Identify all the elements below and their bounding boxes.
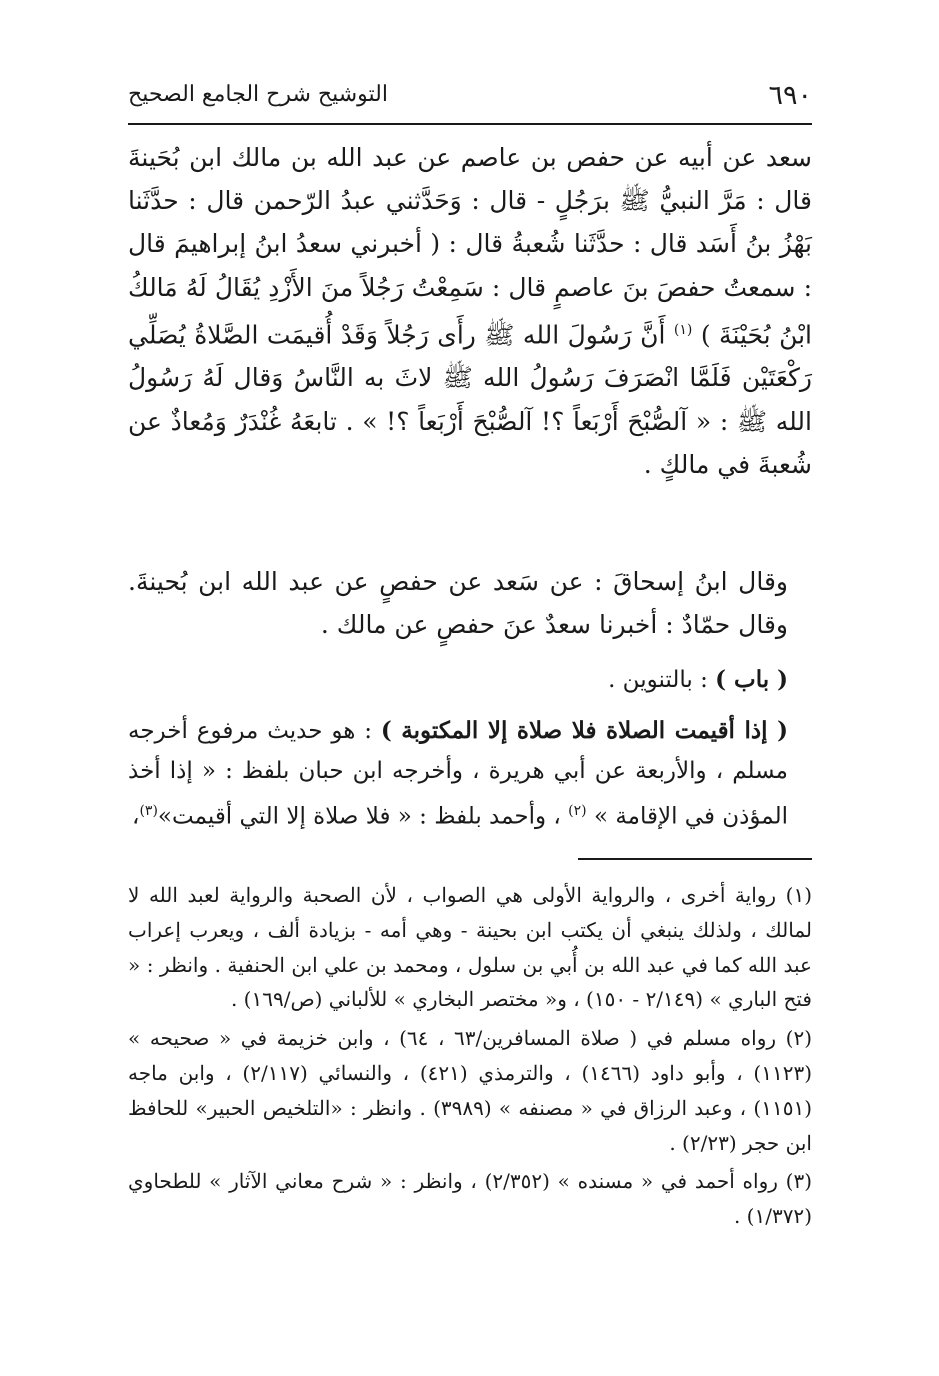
footnote-ref-3: (٣) (139, 802, 158, 819)
explanation-text: : هو حديث مرفوع أخرجه مسلم ، والأربعة عن أبي هريرة ، وأخرجه ابن حبان بلفظ : « إذا أخذ المؤذن في الإقامة » (128, 717, 788, 830)
hadith-isnad: سعد عن أبيه عن حفص بن عاصم عن عبد الله بن مالك ابن بُحَينةَ قال : مَرَّ النبيُّ ﷺ برَجُلٍ - قال : وَحَدَّثني عبدُ الرّحمن قال : حدَّثَنا بَهْزُ بنُ أَسَد قال : حدَّثَنا شُعبةُ قال : ( أخبرني سعدُ ابنُ إبراهيمَ قال : سمعتُ حفصَ بنَ عاصمٍ قال : سَمِعْتُ رَجُلاً منَ الأَزْدِ يُقَالُ لَهُ مَالكُ ابْنُ بُحَيْنَةَ ) (128, 143, 813, 350)
footnote-ref-2: (٢) (568, 802, 587, 819)
explanation-text-cont: ، وأحمد بلفظ : « فلا صلاة إلا التي أقيمت» (157, 803, 561, 830)
footnote-ref-1: (١) (673, 321, 693, 338)
page-header (128, 78, 812, 126)
header-divider (128, 123, 812, 125)
footnote-divider (578, 858, 812, 860)
main-text (128, 136, 812, 836)
quoted-title: ( إذا أقيمت الصلاة فلا صلاة إلا المكتوبة ) (380, 716, 788, 744)
explanation-paragraph (128, 711, 812, 837)
running-title: التوشيح شرح الجامع الصحيح (128, 82, 388, 107)
hadith-matn: أَنَّ رَسُولَ الله ﷺ رأَى رَجُلاً وَقَدْ أُقيمَت الصَّلاةُ يُصَلِّي رَكْعَتَيْن فَلَمَّا انْصَرَفَ رَسُولُ الله ﷺ لاثَ به النَّاسُ وَقال لَهُ رَسُولُ الله ﷺ : « آلصُّبْحَ أَرْبَعاً ؟! آلصُّبْحَ أَرْبَعاً ؟! » . تابعَهُ غُنْدَرٌ وَمُعاذٌ عن شُعبةَ في مالكٍ . (128, 320, 812, 479)
page-number: ٦٩٠ (768, 80, 812, 111)
footnotes (128, 878, 812, 1238)
footnote-1: (١) رواية أخرى ، والرواية الأولى هي الصواب ، لأن الصحبة والرواية لعبد الله لا لمالك ، ولذلك ينبغي أن يكتب ابن بحينة - وهي أمه - بزيادة ألف ، ويعرب إعراب عبد الله كما في عبد الله بن أُبي بن سلول ، ومحمد بن علي ابن الحنفية . وانظر : « فتح الباري » (٢/١٤٩ - ١٥٠) ، و« مختصر البخاري » للألباني (ص/١٦٩) . (128, 883, 812, 1012)
hadith-paragraph (128, 136, 812, 546)
explanation-end: ، (132, 803, 140, 830)
footnote-3: (٣) رواه أحمد في « مسنده » (٢/٣٥٢) ، وانظر : « شرح معاني الآثار » للطحاوي (١/٣٧٢) . (128, 1169, 812, 1229)
chapter-note: : بالتنوين . (608, 667, 708, 694)
commentary-paragraph: وقال ابنُ إسحاقَ : عن سَعد عن حفصٍ عن عبد الله ابن بُحينةَ. وقال حمّادٌ : أخبرنا سعدٌ عنَ حفصٍ عن مالك . (128, 567, 788, 640)
chapter-heading: ( باب ) (715, 666, 788, 694)
footnote-2: (٢) رواه مسلم في ( صلاة المسافرين/٦٣ ، ٦٤) ، وابن خزيمة في « صحيحه » (١١٢٣) ، وأبو داود (١٤٦٦) ، والترمذي (٤٢١) ، والنسائي (٢/١١٧) ، وابن ماجه (١١٥١) ، وعبد الرزاق في « مصنفه » (٣٩٨٩) . وانظر : «التلخيص الحبير» للحافظ ابن حجر (٢/٢٣) . (128, 1026, 812, 1155)
chapter-paragraph (128, 658, 812, 702)
